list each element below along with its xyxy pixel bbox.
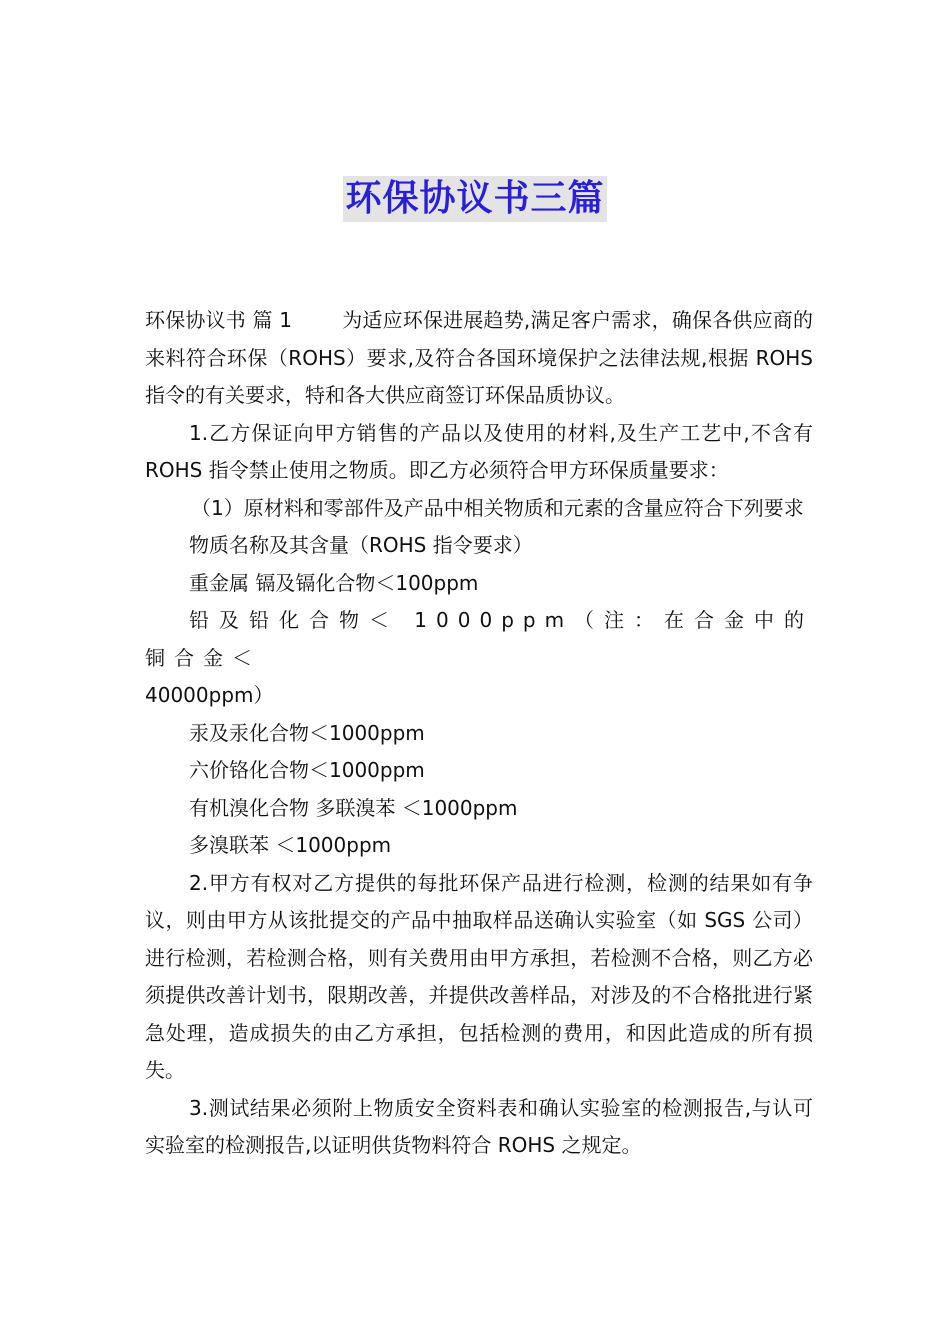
section-heading: 环保协议书 篇 1: [145, 308, 292, 332]
chromium-line: 六价铬化合物＜1000ppm: [189, 758, 425, 782]
intro-text: 为适应环保进展趋势,满足客户需求，确保各供应商的来料符合环保（ROHS）要求,及符合各国环境保护之法律法规,根据 ROHS 指令的有关要求，特和各大供应商签订环保品质协议。: [145, 308, 813, 407]
clause-2: 2.甲方有权对乙方提供的每批环保产品进行检测，检测的结果如有争议，则由甲方从该批提交的产品中抽取样品送确认实验室（如 SGS 公司）进行检测，若检测合格，则有关费用由甲方承担，若检测不合格，则乙方必须提供改善计划书，限期改善，并提供改善样品，对涉及的不合格批进行紧急处理，造成损失的由乙方承担，包括检测的费用，和因此造成的所有损失。: [145, 870, 813, 1082]
pbde-line: 多溴联苯 ＜1000ppm: [189, 833, 392, 857]
lead-line: [145, 602, 813, 677]
document-title: 环保协议书三篇: [343, 176, 606, 222]
clause-1-sub: （1）原材料和零部件及产品中相关物质和元素的含量应符合下列要求: [191, 495, 804, 520]
clause-1: 1.乙方保证向甲方销售的产品以及使用的材料,及生产工艺中,不含有 ROHS 指令禁止使用之物质。即乙方必须符合甲方环保质量要求：: [145, 420, 813, 482]
lead-line-a: 铅及铅化合物＜ 1000ppm（注：在合金中的铜合金＜: [145, 608, 813, 670]
organic-bromine-line: 有机溴化合物 多联溴苯 ＜1000ppm: [189, 795, 518, 820]
mercury-line: 汞及汞化合物＜1000ppm: [189, 720, 425, 745]
substance-header: 物质名称及其含量（ROHS 指令要求）: [189, 533, 533, 557]
clause-3: 3.测试结果必须附上物质安全资料表和确认实验室的检测报告,与认可实验室的检测报告,以证明供货物料符合 ROHS 之规定。: [145, 1095, 813, 1157]
intro-paragraph: [145, 302, 813, 415]
lead-line-continued: 40000ppm）: [145, 683, 274, 707]
title-container: [0, 176, 950, 222]
document-body: [145, 302, 813, 1165]
heavy-metal-line: 重金属 镉及镉化合物＜100ppm: [189, 570, 479, 595]
